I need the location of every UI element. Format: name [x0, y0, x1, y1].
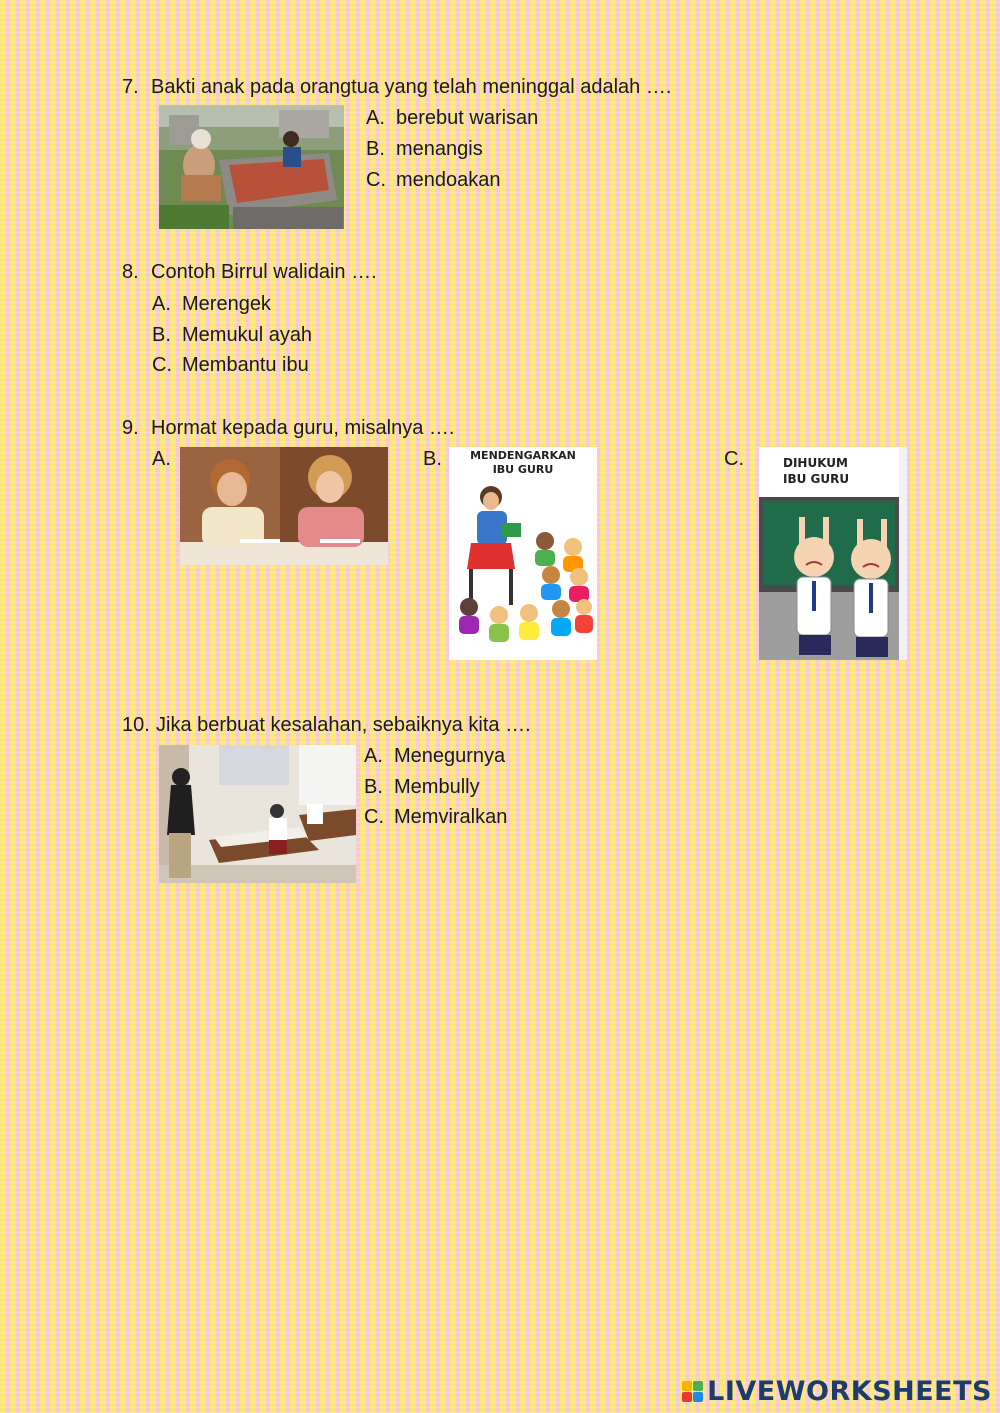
option-letter: B.: [366, 138, 385, 160]
question-8: [122, 260, 377, 284]
logo-tile: [682, 1392, 692, 1402]
option-8b[interactable]: [152, 323, 312, 347]
option-10b[interactable]: [364, 775, 480, 799]
option-letter: C.: [152, 354, 172, 376]
logo-icon: [682, 1381, 703, 1402]
logo-tile: [693, 1392, 703, 1402]
option-letter: B.: [364, 776, 383, 798]
question-number: 10.: [122, 714, 150, 736]
classroom-photo: [159, 745, 356, 883]
option-9c[interactable]: [724, 447, 744, 471]
option-text: menangis: [396, 138, 483, 160]
option-7c[interactable]: [366, 168, 501, 192]
question-text: Jika berbuat kesalahan, sebaiknya kita ….: [156, 714, 531, 736]
liveworksheets-logo[interactable]: [682, 1376, 992, 1407]
listening-teacher-image[interactable]: [449, 447, 597, 660]
option-letter: A.: [366, 107, 385, 129]
image-caption: DIHUKUM IBU GURU: [783, 456, 850, 486]
option-text: mendoakan: [396, 169, 501, 191]
option-letter: A.: [152, 448, 171, 470]
option-text: Merengek: [182, 293, 271, 315]
question-10: [122, 713, 531, 737]
option-letter: C.: [724, 448, 744, 470]
option-text: Membully: [394, 776, 480, 798]
question-number: 8.: [122, 261, 139, 283]
option-8a[interactable]: [152, 292, 271, 316]
question-text: Bakti anak pada orangtua yang telah meninggal adalah ….: [151, 76, 672, 98]
option-9b[interactable]: [423, 447, 442, 471]
option-text: Memviralkan: [394, 806, 508, 828]
punished-students-image[interactable]: [759, 447, 907, 660]
option-7b[interactable]: [366, 137, 483, 161]
logo-tile: [682, 1381, 692, 1391]
option-letter: B.: [423, 448, 442, 470]
option-letter: A.: [152, 293, 171, 315]
question-number: 9.: [122, 417, 139, 439]
cemetery-prayer-photo: [159, 105, 344, 229]
question-text: Contoh Birrul walidain ….: [151, 261, 377, 283]
option-10a[interactable]: [364, 744, 505, 768]
logo-tile: [693, 1381, 703, 1391]
option-text: Memukul ayah: [182, 324, 313, 346]
option-letter: C.: [364, 806, 384, 828]
option-9a[interactable]: [152, 447, 171, 471]
option-text: Menegurnya: [394, 745, 506, 767]
students-writing-photo[interactable]: [180, 447, 388, 565]
logo-text: LIVEWORKSHEETS: [707, 1376, 992, 1407]
option-letter: A.: [364, 745, 383, 767]
option-text: berebut warisan: [396, 107, 539, 129]
question-9: [122, 416, 454, 440]
option-7a[interactable]: [366, 106, 538, 130]
question-7: [122, 75, 671, 99]
option-text: Membantu ibu: [182, 354, 309, 376]
question-text: Hormat kepada guru, misalnya ….: [151, 417, 455, 439]
image-caption: MENDENGARKAN IBU GURU: [470, 449, 576, 476]
option-letter: B.: [152, 324, 171, 346]
option-10c[interactable]: [364, 805, 507, 829]
option-8c[interactable]: [152, 353, 309, 377]
question-number: 7.: [122, 76, 139, 98]
option-letter: C.: [366, 169, 386, 191]
